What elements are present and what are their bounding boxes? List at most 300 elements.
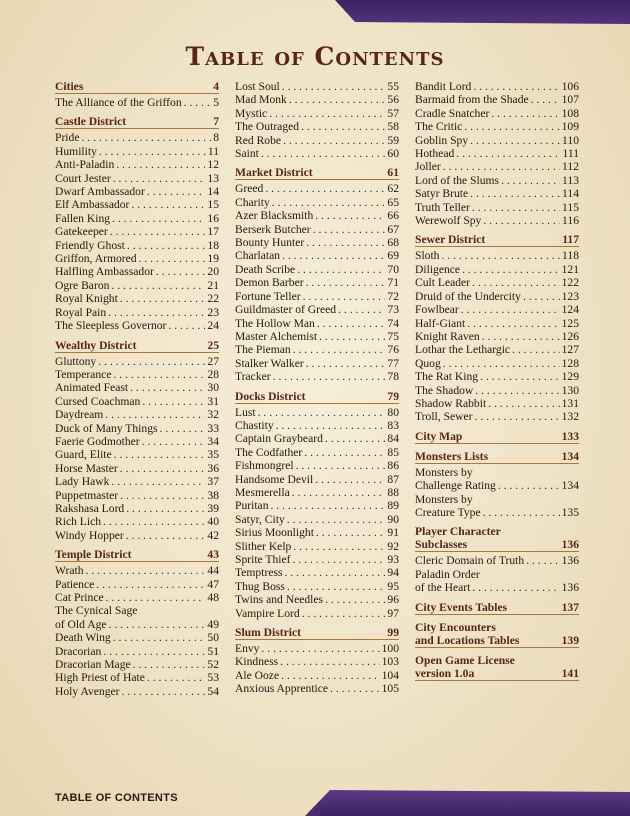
toc-section-heading[interactable] — [415, 621, 579, 648]
entry-page-number: 115 — [562, 200, 579, 214]
dot-leader — [168, 319, 205, 332]
toc-entry[interactable] — [235, 459, 399, 472]
entry-page-number: 35 — [207, 448, 219, 462]
toc-entry[interactable] — [415, 330, 579, 343]
toc-entry[interactable] — [235, 343, 399, 356]
toc-entry[interactable] — [235, 357, 399, 370]
toc-entry[interactable] — [235, 120, 399, 133]
toc-entry[interactable] — [415, 493, 579, 520]
toc-entry[interactable] — [235, 209, 399, 222]
toc-entry[interactable] — [55, 306, 219, 319]
toc-entry[interactable] — [235, 147, 399, 160]
entry-title: Druid of the Undercity — [415, 289, 521, 303]
toc-entry[interactable] — [235, 580, 399, 593]
entry-page-number: 74 — [387, 316, 399, 330]
dot-leader — [289, 93, 386, 106]
entry-title: Dracorian — [55, 644, 102, 658]
dot-leader — [293, 540, 385, 553]
entry-title: Dracorian Mage — [55, 658, 131, 672]
entry-title: Mesmerella — [235, 485, 290, 499]
entry-title: Challenge Rating — [415, 479, 496, 493]
entry-title: Guard, Elite — [55, 448, 112, 462]
toc-entry[interactable] — [55, 631, 219, 644]
toc-section-heading[interactable] — [235, 390, 399, 404]
toc-entry[interactable] — [55, 645, 219, 658]
entry-title: Ogre Baron — [55, 278, 110, 292]
entry-title: The Outraged — [235, 120, 300, 134]
section-title: Temple District — [55, 548, 132, 562]
toc-entry[interactable] — [235, 642, 399, 655]
entry-title: Patience — [55, 577, 95, 591]
toc-entry[interactable] — [55, 265, 219, 278]
dot-leader — [470, 187, 560, 200]
dot-leader — [325, 593, 385, 606]
entry-title: The Shadow — [415, 383, 474, 397]
dot-leader — [271, 499, 386, 512]
toc-entry[interactable] — [235, 593, 399, 606]
dot-leader — [258, 406, 386, 419]
toc-entry[interactable] — [235, 566, 399, 579]
toc-entry[interactable] — [235, 290, 399, 303]
dot-leader — [472, 201, 560, 214]
toc-entry[interactable] — [55, 252, 219, 265]
toc-entry[interactable] — [55, 591, 219, 604]
toc-entry[interactable] — [235, 107, 399, 120]
toc-entry[interactable] — [235, 486, 399, 499]
entry-title: Royal Knight — [55, 292, 118, 306]
dot-leader — [313, 223, 386, 236]
entry-page-number: 136 — [561, 554, 579, 568]
entry-page-number: 62 — [387, 182, 399, 196]
section-title-line: version 1.0a — [415, 666, 475, 680]
entry-title: Halfling Ambassador — [55, 265, 154, 279]
entry-title: Windy Hopper — [55, 528, 124, 542]
toc-section-heading[interactable] — [235, 626, 399, 640]
section-page-number: 136 — [561, 538, 579, 552]
entry-last-line — [415, 479, 579, 492]
toc-entry[interactable] — [415, 134, 579, 147]
dot-leader — [106, 591, 206, 604]
dot-leader — [472, 581, 559, 594]
dot-leader — [473, 80, 559, 93]
toc-entry[interactable] — [55, 475, 219, 488]
entry-title: Cradle Snatcher — [415, 106, 490, 120]
entry-page-number: 121 — [561, 262, 579, 276]
dot-leader — [293, 553, 386, 566]
entry-page-number: 39 — [207, 501, 219, 515]
toc-entry[interactable] — [415, 263, 579, 276]
dot-leader — [120, 292, 206, 305]
entry-page-number: 114 — [562, 187, 579, 201]
section-title: City Map — [415, 429, 463, 443]
toc-entry[interactable] — [55, 685, 219, 698]
entry-page-number: 78 — [387, 370, 399, 384]
toc-entry[interactable] — [55, 564, 219, 577]
toc-entry[interactable] — [235, 526, 399, 539]
entry-title: Fallen King — [55, 211, 111, 225]
dot-leader — [470, 134, 560, 147]
entry-page-number: 123 — [561, 289, 579, 303]
entry-title: Holy Avenger — [55, 684, 120, 698]
entry-page-number: 24 — [207, 319, 219, 333]
dot-leader — [283, 134, 385, 147]
entry-title: Bounty Hunter — [235, 236, 305, 250]
entry-title: Charity — [235, 195, 270, 209]
entry-title: Cat Prince — [55, 591, 104, 604]
toc-entry[interactable] — [235, 513, 399, 526]
section-title: Castle District — [55, 115, 127, 129]
entry-page-number: 104 — [381, 668, 399, 682]
toc-entry[interactable] — [55, 355, 219, 368]
dot-leader — [114, 448, 206, 461]
toc-section-heading[interactable] — [55, 339, 219, 353]
dot-leader — [297, 263, 385, 276]
entry-page-number: 116 — [562, 214, 579, 228]
entry-page-number: 112 — [562, 160, 579, 174]
entry-title: Friendly Ghost — [55, 238, 125, 252]
entry-title: Temperance — [55, 367, 112, 381]
dot-leader — [443, 160, 560, 173]
toc-entry[interactable] — [235, 432, 399, 445]
toc-entry[interactable] — [55, 131, 219, 144]
entry-title: Wrath — [55, 564, 84, 578]
toc-section-heading[interactable] — [235, 166, 399, 180]
toc-entry[interactable] — [55, 158, 219, 171]
toc-entry[interactable] — [415, 397, 579, 410]
entry-page-number: 135 — [561, 505, 579, 519]
dot-leader — [113, 172, 206, 185]
entry-title: Berserk Butcher — [235, 222, 311, 236]
dot-leader — [184, 96, 212, 109]
entry-title: The Rat King — [415, 370, 479, 384]
toc-entry[interactable] — [415, 384, 579, 397]
toc-entry[interactable] — [235, 223, 399, 236]
dot-leader — [498, 479, 560, 492]
entry-title: Lothar the Lethargic — [415, 343, 511, 357]
toc-entry[interactable] — [235, 249, 399, 262]
entry-page-number: 14 — [207, 185, 219, 199]
dot-leader — [512, 343, 560, 356]
entry-title: Court Jester — [55, 171, 111, 185]
toc-entry[interactable] — [235, 330, 399, 343]
dot-leader — [480, 370, 560, 383]
dot-leader — [303, 290, 386, 303]
toc-section-heading[interactable] — [55, 80, 219, 94]
dot-leader — [284, 566, 385, 579]
entry-title: Bandit Lord — [415, 80, 472, 93]
toc-entry[interactable] — [55, 381, 219, 394]
entry-title: Shadow Rabbit — [415, 396, 487, 410]
entry-last-line — [415, 581, 579, 594]
entry-page-number: 13 — [207, 171, 219, 185]
toc-entry[interactable] — [235, 682, 399, 695]
entry-title: Elf Ambassador — [55, 198, 130, 212]
toc-entry[interactable] — [55, 292, 219, 305]
dot-leader — [269, 107, 385, 120]
toc-entry[interactable] — [55, 604, 219, 631]
dot-leader — [280, 655, 379, 668]
entry-page-number: 136 — [561, 581, 579, 595]
toc-entry[interactable] — [55, 185, 219, 198]
toc-entry[interactable] — [55, 435, 219, 448]
dot-leader — [130, 381, 205, 394]
toc-entry[interactable] — [55, 239, 219, 252]
dot-leader — [488, 397, 559, 410]
entry-title: Cursed Coachman — [55, 394, 141, 408]
dot-leader — [306, 276, 386, 289]
section-title-line: City Encounters — [415, 620, 496, 634]
entry-title: Sloth — [415, 249, 440, 263]
dot-leader — [287, 580, 385, 593]
toc-entry[interactable] — [415, 554, 579, 567]
entry-page-number: 31 — [207, 394, 219, 408]
section-title: Slum District — [235, 626, 302, 640]
entry-title: Animated Feast — [55, 381, 129, 395]
toc-entry[interactable] — [55, 408, 219, 421]
section-title — [415, 654, 515, 680]
entry-page-number: 107 — [561, 93, 579, 107]
section-page-number: 117 — [562, 233, 579, 247]
entry-title: The Sleepless Governor — [55, 319, 167, 333]
entry-page-number: 19 — [207, 252, 219, 266]
dot-leader — [282, 80, 386, 93]
toc-entry[interactable] — [55, 578, 219, 591]
toc-entry[interactable] — [415, 174, 579, 187]
entry-page-number: 94 — [387, 566, 399, 580]
toc-entry[interactable] — [55, 462, 219, 475]
entry-page-number: 48 — [207, 591, 219, 604]
dot-leader — [272, 196, 386, 209]
entry-title: Barmaid from the Shade — [415, 93, 529, 107]
entry-title: Satyr Brute — [415, 187, 469, 201]
toc-entry[interactable] — [235, 303, 399, 316]
section-page-number: 61 — [387, 166, 399, 180]
toc-entry[interactable] — [235, 473, 399, 486]
dot-leader — [120, 462, 206, 475]
toc-section-heading[interactable] — [55, 115, 219, 129]
toc-entry[interactable] — [415, 214, 579, 227]
entry-page-number: 68 — [387, 236, 399, 250]
toc-entry[interactable] — [415, 303, 579, 316]
toc-entry[interactable] — [415, 290, 579, 303]
toc-entry[interactable] — [235, 263, 399, 276]
toc-entry[interactable] — [55, 448, 219, 461]
toc-entry[interactable] — [55, 279, 219, 292]
entry-title: of Old Age — [55, 617, 107, 631]
entry-page-number: 71 — [387, 276, 399, 290]
dot-leader — [293, 343, 386, 356]
entry-title: Humility — [55, 144, 97, 158]
toc-entry[interactable] — [415, 187, 579, 200]
entry-page-number: 110 — [562, 133, 579, 147]
entry-page-number: 130 — [561, 383, 579, 397]
toc-entry[interactable] — [235, 499, 399, 512]
toc-entry[interactable] — [235, 93, 399, 106]
toc-section-heading[interactable] — [415, 654, 579, 681]
dot-leader — [304, 446, 385, 459]
section-title — [415, 525, 501, 551]
dot-leader — [116, 158, 205, 171]
toc-entry[interactable] — [415, 317, 579, 330]
entry-title: Rakshasa Lord — [55, 501, 125, 515]
toc-entry[interactable] — [235, 655, 399, 668]
toc-entry[interactable] — [235, 196, 399, 209]
toc-section-heading[interactable] — [415, 233, 579, 247]
entry-title: Mystic — [235, 106, 268, 120]
entry-page-number: 91 — [387, 526, 399, 540]
dot-leader — [96, 578, 205, 591]
toc-entry[interactable] — [415, 120, 579, 133]
dot-leader — [133, 658, 206, 671]
toc-entry[interactable] — [55, 422, 219, 435]
toc-entry[interactable] — [415, 80, 579, 93]
entry-page-number: 97 — [387, 606, 399, 620]
entry-title: Death Scribe — [235, 262, 296, 276]
entry-page-number: 57 — [387, 106, 399, 120]
dot-leader — [501, 174, 560, 187]
toc-entry[interactable] — [55, 96, 219, 109]
dot-leader — [306, 357, 386, 370]
dot-leader — [99, 145, 206, 158]
toc-entry[interactable] — [415, 201, 579, 214]
section-page-number: 137 — [561, 600, 579, 614]
toc-entry[interactable] — [415, 357, 579, 370]
toc-section-heading[interactable] — [415, 601, 579, 615]
toc-entry[interactable] — [235, 80, 399, 93]
toc-entry[interactable] — [235, 553, 399, 566]
entry-title: Handsome Devil — [235, 472, 314, 486]
entry-title: Troll, Sewer — [415, 410, 473, 424]
entry-page-number: 72 — [387, 289, 399, 303]
toc-entry[interactable] — [235, 182, 399, 195]
entry-page-number: 5 — [213, 96, 219, 109]
entry-page-number: 38 — [207, 488, 219, 502]
toc-entry[interactable] — [55, 529, 219, 542]
dot-leader — [131, 198, 205, 211]
toc-entry[interactable] — [415, 147, 579, 160]
toc-entry[interactable] — [235, 607, 399, 620]
entry-page-number: 70 — [387, 262, 399, 276]
toc-entry[interactable] — [235, 669, 399, 682]
section-page-number: 43 — [207, 548, 219, 562]
toc-entry[interactable] — [55, 145, 219, 158]
toc-entry[interactable] — [415, 568, 579, 595]
dot-leader — [108, 306, 205, 319]
entry-page-number: 37 — [207, 475, 219, 489]
toc-column-3 — [415, 80, 579, 683]
toc-entry[interactable] — [55, 172, 219, 185]
entry-page-number: 90 — [387, 512, 399, 526]
entry-page-number: 11 — [207, 144, 219, 158]
entry-title: Creature Type — [415, 505, 481, 519]
entry-title: Charlatan — [235, 249, 281, 263]
toc-entry[interactable] — [55, 671, 219, 684]
section-title — [415, 621, 519, 647]
toc-entry[interactable] — [415, 466, 579, 493]
entry-title-line: The Cynical Sage — [55, 604, 138, 618]
dot-leader — [113, 631, 206, 644]
toc-entry[interactable] — [55, 658, 219, 671]
toc-entry[interactable] — [415, 410, 579, 423]
toc-section-heading[interactable] — [415, 525, 579, 552]
toc-section-heading[interactable] — [415, 450, 579, 464]
entry-title: High Priest of Hate — [55, 671, 145, 685]
toc-entry[interactable] — [415, 370, 579, 383]
toc-section-heading[interactable] — [415, 430, 579, 444]
dot-leader — [142, 395, 205, 408]
entry-title: Envy — [235, 642, 260, 656]
entry-title: of the Heart — [415, 581, 471, 595]
entry-title: Joller — [415, 160, 441, 174]
toc-entry[interactable] — [415, 249, 579, 262]
dot-leader — [315, 209, 385, 222]
footer-label: TABLE OF CONTENTS — [55, 792, 178, 804]
toc-entry[interactable] — [55, 198, 219, 211]
toc-entry[interactable] — [235, 236, 399, 249]
entry-title: Guildmaster of Greed — [235, 303, 337, 317]
entry-page-number: 85 — [387, 445, 399, 459]
dot-leader — [338, 303, 385, 316]
entry-title: Rich Lich — [55, 515, 102, 529]
toc-entry[interactable] — [415, 343, 579, 356]
toc-entry[interactable] — [235, 419, 399, 432]
toc-entry[interactable] — [55, 489, 219, 502]
dot-leader — [526, 554, 559, 567]
section-title: Monsters Lists — [415, 449, 489, 463]
entry-page-number: 108 — [561, 106, 579, 120]
entry-title: Vampire Lord — [235, 606, 300, 620]
toc-section-heading[interactable] — [55, 548, 219, 562]
entry-title: Stalker Walker — [235, 356, 304, 370]
section-title-line: Open Game License — [415, 653, 515, 667]
entry-page-number: 22 — [207, 292, 219, 306]
toc-entry[interactable] — [415, 93, 579, 106]
dot-leader — [86, 564, 206, 577]
toc-entry[interactable] — [235, 446, 399, 459]
entry-title-line: Monsters by — [415, 492, 473, 506]
dot-leader — [126, 502, 205, 515]
toc-entry[interactable] — [235, 134, 399, 147]
toc-entry[interactable] — [55, 319, 219, 332]
toc-entry[interactable] — [415, 107, 579, 120]
entry-page-number: 124 — [561, 303, 579, 317]
toc-entry[interactable] — [55, 225, 219, 238]
entry-page-number: 127 — [561, 343, 579, 357]
toc-entry[interactable] — [235, 370, 399, 383]
toc-entry[interactable] — [235, 540, 399, 553]
toc-entry[interactable] — [415, 160, 579, 173]
entry-page-number: 56 — [387, 93, 399, 107]
entry-page-number: 51 — [207, 644, 219, 658]
entry-title: Goblin Spy — [415, 133, 469, 147]
toc-entry[interactable] — [235, 406, 399, 419]
toc-entry[interactable] — [55, 368, 219, 381]
entry-page-number: 125 — [561, 316, 579, 330]
entry-title: Daydream — [55, 408, 104, 422]
toc-entry[interactable] — [55, 515, 219, 528]
toc-entry[interactable] — [415, 276, 579, 289]
dot-leader — [330, 682, 380, 695]
section-page-number: 133 — [561, 429, 579, 443]
toc-entry[interactable] — [55, 212, 219, 225]
entry-page-number: 49 — [207, 617, 219, 631]
toc-entry[interactable] — [235, 276, 399, 289]
toc-entry[interactable] — [235, 317, 399, 330]
toc-entry[interactable] — [55, 395, 219, 408]
toc-entry[interactable] — [55, 502, 219, 515]
entry-title: Satyr, City — [235, 512, 285, 526]
dot-leader — [142, 435, 206, 448]
